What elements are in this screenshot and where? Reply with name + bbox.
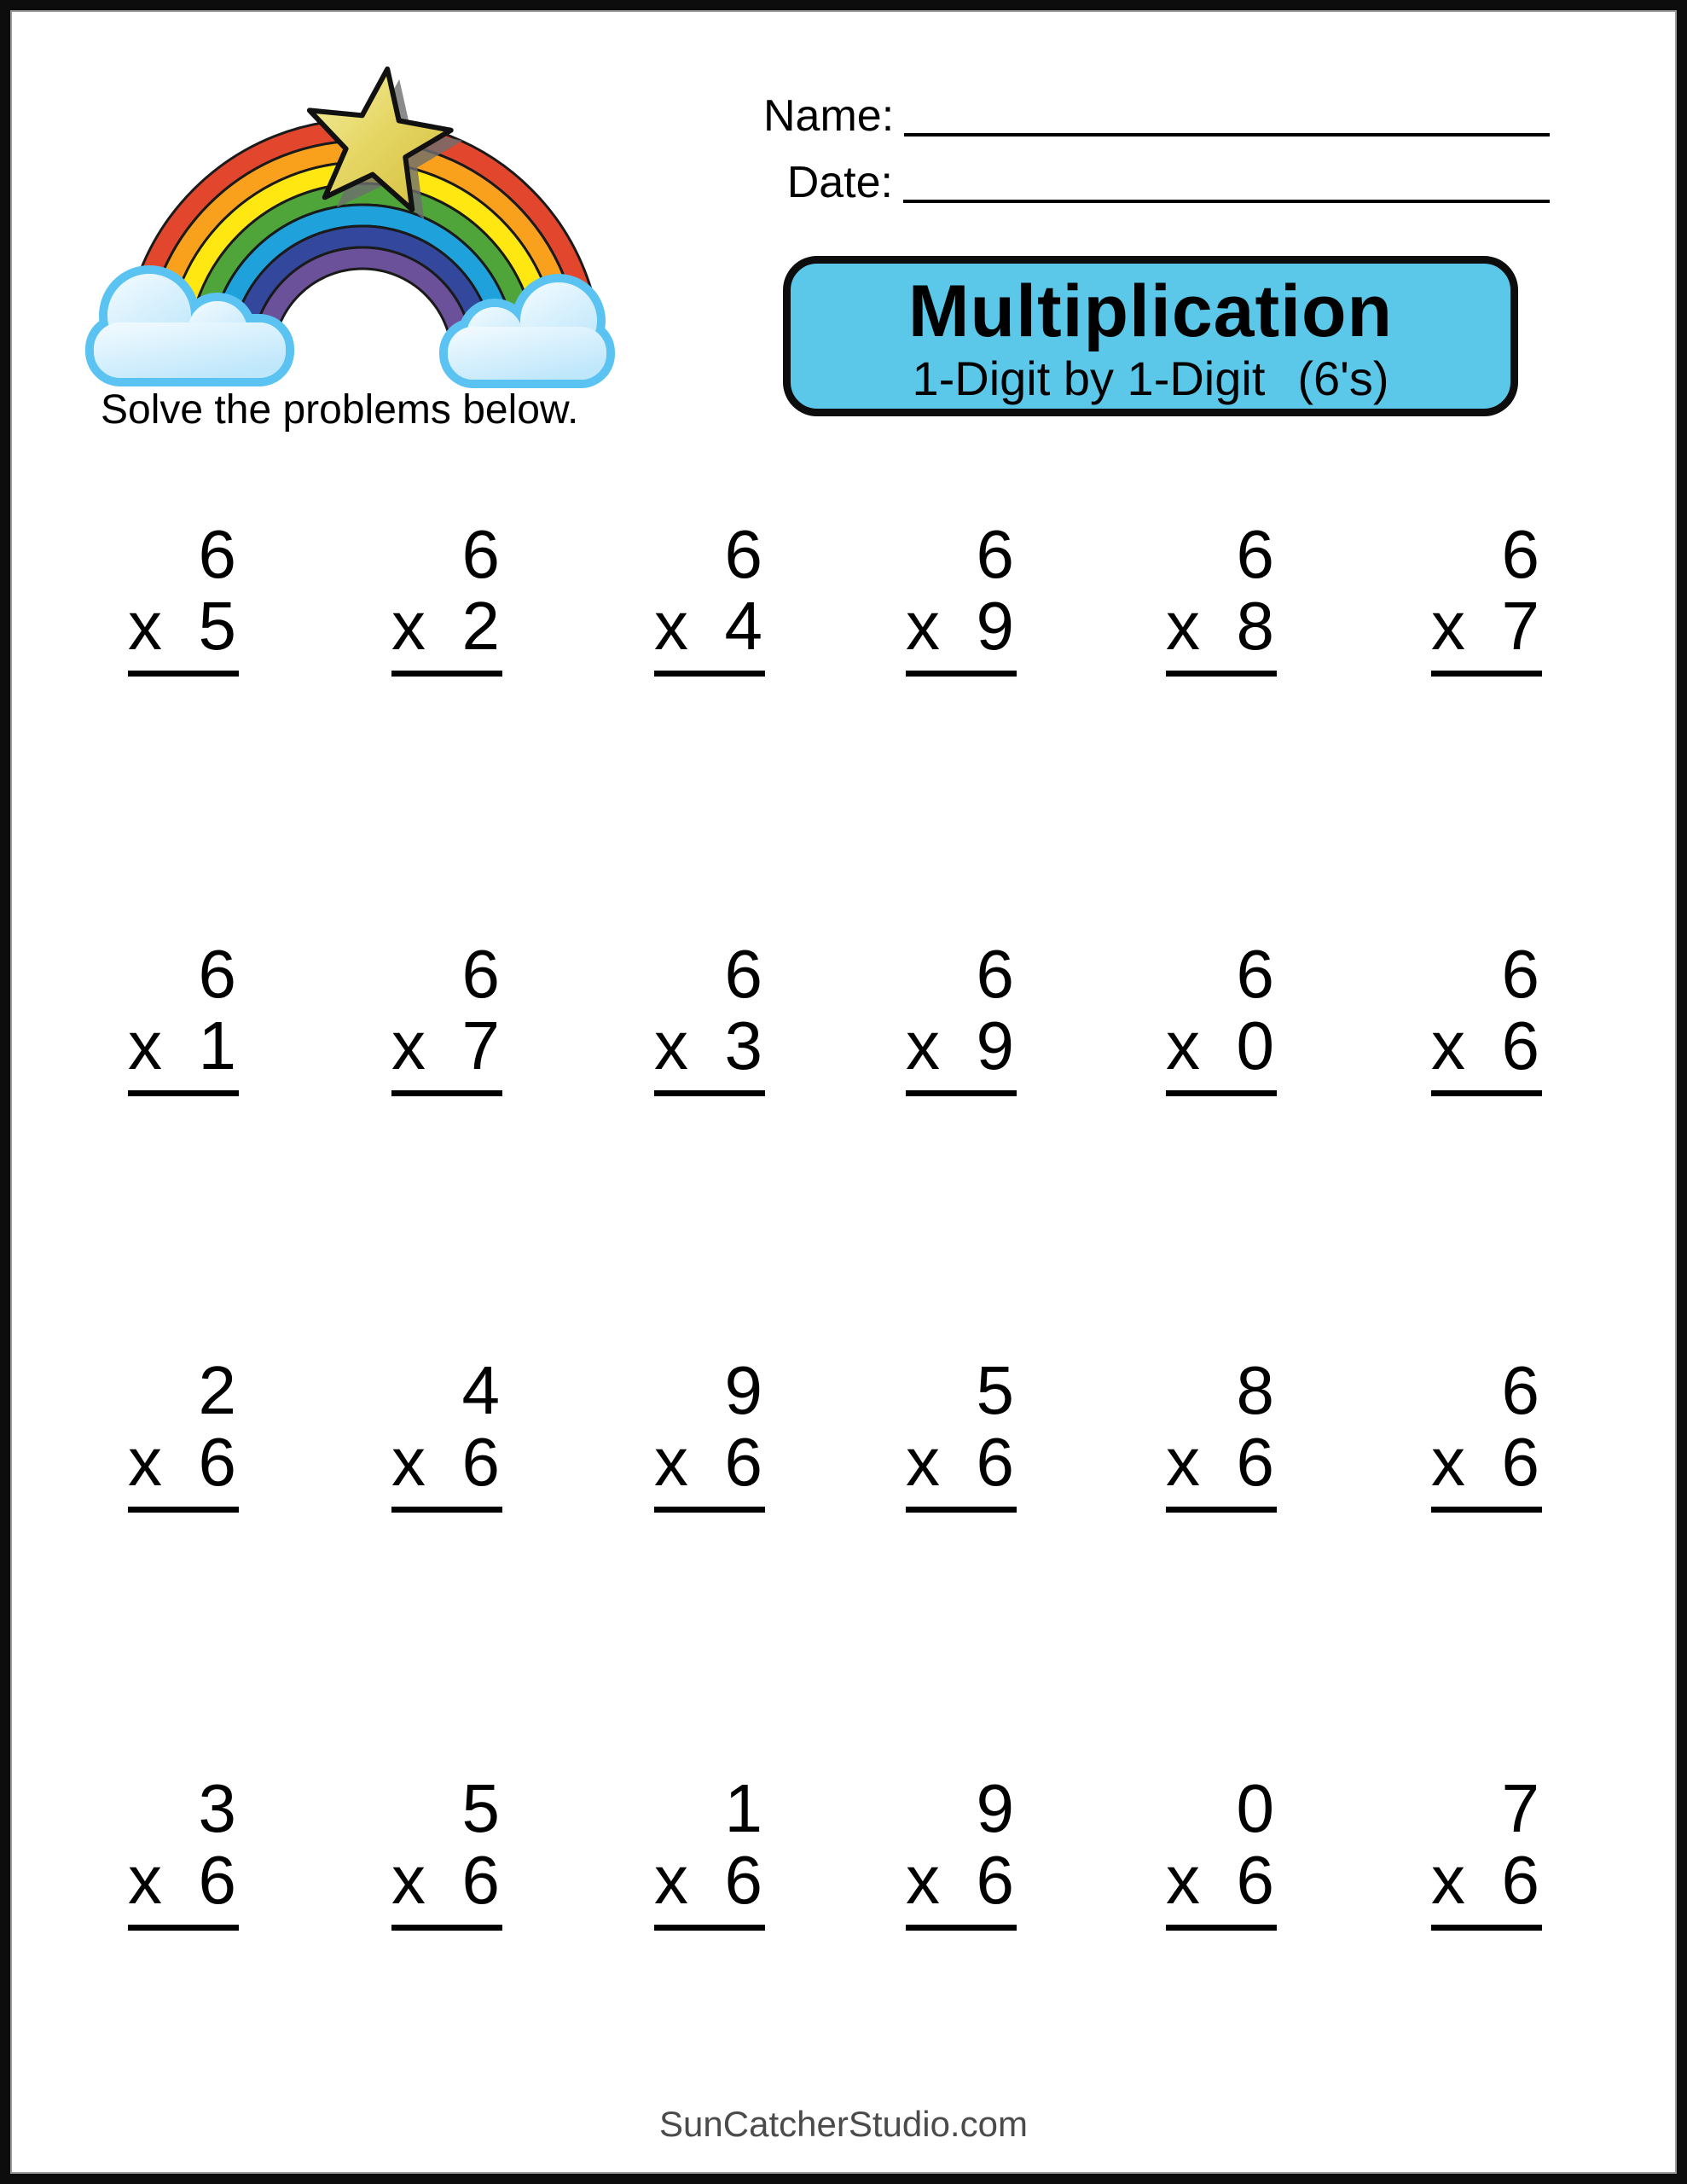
multiplicand: 6: [976, 936, 1014, 1012]
rainbow-svg: [51, 41, 623, 394]
multiplicand: 0: [1236, 1770, 1274, 1846]
answer-space: [654, 1513, 765, 1606]
multiplicand: 6: [1236, 936, 1274, 1012]
multiplier: 6: [461, 1842, 500, 1918]
answer-space: [128, 1096, 239, 1190]
multiply-operator: x: [1431, 1424, 1465, 1500]
multiplier: 6: [198, 1424, 236, 1500]
answer-space: [906, 1931, 1017, 2024]
multiply-operator: x: [906, 1842, 940, 1918]
problem: [1166, 1352, 1277, 1606]
problem: [128, 1352, 239, 1606]
problem: [1431, 1352, 1542, 1606]
answer-space: [1166, 1931, 1277, 2024]
multiplicand: 7: [1501, 1770, 1539, 1846]
multiply-operator: x: [391, 1424, 426, 1500]
multiplier: 6: [461, 1424, 500, 1500]
multiply-operator: x: [1166, 588, 1200, 664]
subtitle-tag: (6's): [1297, 351, 1389, 405]
answer-space: [391, 1096, 502, 1190]
multiplicand: 6: [976, 516, 1014, 592]
multiplier: 6: [976, 1842, 1014, 1918]
multiply-operator: x: [128, 588, 162, 664]
multiplicand: 4: [461, 1352, 500, 1428]
multiplier: 6: [1501, 1842, 1539, 1918]
problem: [654, 1352, 765, 1606]
answer-space: [1166, 1513, 1277, 1606]
header-fields: [763, 89, 1550, 208]
multiply-operator: x: [1166, 1842, 1200, 1918]
worksheet-title: Multiplication: [907, 270, 1394, 352]
problem: [1166, 1770, 1277, 2024]
problem: [654, 516, 765, 770]
multiplicand: 6: [724, 936, 762, 1012]
instruction-text: Solve the problems below.: [101, 387, 579, 433]
problem: [391, 1770, 502, 2024]
rainbow-graphic: [51, 41, 623, 394]
problem: [654, 1770, 765, 2024]
date-row: [763, 155, 1550, 208]
problem: [391, 516, 502, 770]
multiply-operator: x: [128, 1424, 162, 1500]
multiplicand: 6: [461, 936, 500, 1012]
multiplier: 7: [461, 1008, 500, 1083]
multiplicand: 5: [976, 1352, 1014, 1428]
multiplicand: 9: [724, 1352, 762, 1428]
problem: [906, 1770, 1017, 2024]
multiply-operator: x: [1166, 1424, 1200, 1500]
footer-site-text: SunCatcherStudio.com: [659, 2104, 1028, 2144]
answer-space: [128, 677, 239, 770]
multiply-operator: x: [1431, 588, 1465, 664]
problem: [128, 516, 239, 770]
problems-row-1: [10, 516, 1677, 783]
multiplier: 1: [198, 1008, 236, 1083]
multiplicand: 6: [1501, 516, 1539, 592]
multiplier: 6: [1236, 1842, 1274, 1918]
multiplicand: 2: [198, 1352, 236, 1428]
answer-space: [391, 1513, 502, 1606]
answer-space: [906, 1513, 1017, 1606]
name-row: [763, 89, 1550, 142]
date-line: [903, 166, 1550, 203]
multiplier: 8: [1236, 588, 1274, 664]
answer-space: [1431, 1513, 1542, 1606]
multiplicand: 6: [1501, 1352, 1539, 1428]
answer-space: [654, 1096, 765, 1190]
multiply-operator: x: [906, 1008, 940, 1083]
problem: [906, 516, 1017, 770]
answer-space: [654, 677, 765, 770]
multiplicand: 9: [976, 1770, 1014, 1846]
problem: [906, 1352, 1017, 1606]
multiplier: 2: [461, 588, 500, 664]
problems-row-3: [10, 1352, 1677, 1619]
multiplicand: 6: [198, 936, 236, 1012]
multiplier: 4: [724, 588, 762, 664]
worksheet-subtitle: [791, 352, 1510, 405]
multiplier: 7: [1501, 588, 1539, 664]
multiply-operator: x: [654, 588, 688, 664]
problems-row-2: [10, 938, 1677, 1203]
problems-row-4: [10, 1770, 1677, 2037]
answer-space: [128, 1513, 239, 1606]
problem: [391, 1352, 502, 1606]
answer-space: [906, 677, 1017, 770]
multiplicand: 6: [1236, 516, 1274, 592]
problem: [128, 1770, 239, 2024]
multiply-operator: x: [906, 1424, 940, 1500]
multiplier: 6: [724, 1424, 762, 1500]
multiply-operator: x: [128, 1008, 162, 1083]
multiplicand: 6: [461, 516, 500, 592]
multiply-operator: x: [654, 1424, 688, 1500]
problem: [1166, 516, 1277, 770]
multiplier: 6: [724, 1842, 762, 1918]
multiplier: 6: [1501, 1424, 1539, 1500]
multiplier: 3: [724, 1008, 762, 1083]
multiplier: 0: [1236, 1008, 1274, 1083]
multiply-operator: x: [1166, 1008, 1200, 1083]
answer-space: [1431, 1931, 1542, 2024]
answer-space: [906, 1096, 1017, 1190]
problem: [1166, 938, 1277, 1190]
problem: [1431, 938, 1542, 1190]
multiplicand: 6: [724, 516, 762, 592]
answer-space: [1166, 1096, 1277, 1190]
multiplicand: 5: [461, 1770, 500, 1846]
problem: [128, 938, 239, 1190]
problem: [906, 938, 1017, 1190]
multiply-operator: x: [391, 1008, 426, 1083]
multiplicand: 6: [1501, 936, 1539, 1012]
answer-space: [391, 677, 502, 770]
answer-space: [1166, 677, 1277, 770]
multiply-operator: x: [654, 1008, 688, 1083]
multiply-operator: x: [1431, 1842, 1465, 1918]
multiplicand: 1: [724, 1770, 762, 1846]
multiplier: 5: [198, 588, 236, 664]
answer-space: [1431, 677, 1542, 770]
problem: [391, 938, 502, 1190]
answer-space: [391, 1931, 502, 2024]
answer-space: [1431, 1096, 1542, 1190]
date-label: Date:: [786, 158, 893, 207]
multiply-operator: x: [654, 1842, 688, 1918]
multiplicand: 6: [198, 516, 236, 592]
multiplier: 6: [976, 1424, 1014, 1500]
multiplier: 6: [1501, 1008, 1539, 1083]
answer-space: [128, 1931, 239, 2024]
name-label: Name:: [763, 91, 895, 141]
multiply-operator: x: [128, 1842, 162, 1918]
answer-space: [654, 1931, 765, 2024]
problem: [654, 938, 765, 1190]
multiplicand: 8: [1236, 1352, 1274, 1428]
multiplier: 6: [1236, 1424, 1274, 1500]
problem: [1431, 516, 1542, 770]
title-box: [783, 256, 1518, 416]
subtitle-text: 1-Digit by 1-Digit: [912, 351, 1266, 405]
multiplicand: 3: [198, 1770, 236, 1846]
multiplier: 6: [198, 1842, 236, 1918]
multiply-operator: x: [391, 588, 426, 664]
name-line: [904, 99, 1550, 136]
multiplier: 9: [976, 1008, 1014, 1083]
multiply-operator: x: [906, 588, 940, 664]
problem: [1431, 1770, 1542, 2024]
multiplier: 9: [976, 588, 1014, 664]
multiply-operator: x: [1431, 1008, 1465, 1083]
multiply-operator: x: [391, 1842, 426, 1918]
